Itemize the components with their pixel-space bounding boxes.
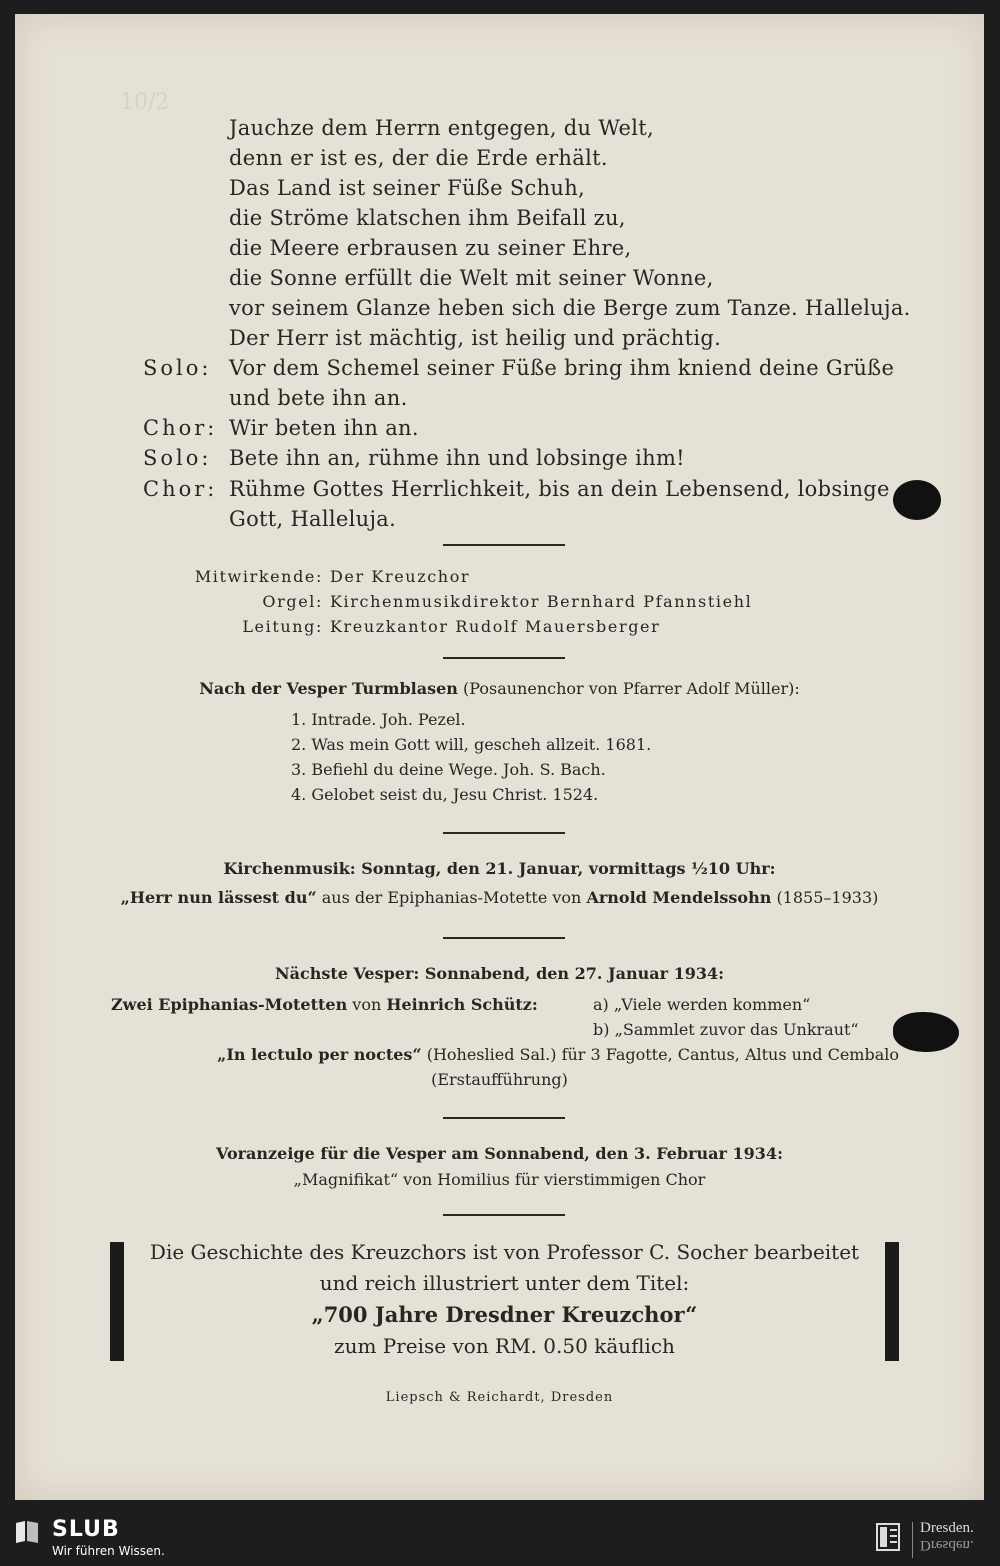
kirchenmusik-line2 bbox=[15, 888, 984, 907]
book-title: „700 Jahre Dresdner Kreuzchor“ bbox=[311, 1302, 698, 1327]
voranzeige-heading: Voranzeige für die Vesper am Sonnabend, den 3. Februar 1934: bbox=[216, 1144, 783, 1163]
kirchenmusik-line1: Kirchenmusik: Sonntag, den 21. Januar, vormittags ½10 Uhr: bbox=[223, 859, 776, 878]
lyric-line: die Sonne erfüllt die Welt mit seiner Wonne, bbox=[229, 266, 714, 290]
speaker-label-chor: Chor: bbox=[143, 477, 218, 501]
lyric-line: Jauchze dem Herrn entgegen, du Welt, bbox=[229, 116, 654, 140]
city-coat-of-arms-icon bbox=[875, 1522, 901, 1552]
motette-a: a) „Viele werden kommen“ bbox=[593, 995, 811, 1014]
motetten-line bbox=[111, 995, 538, 1014]
document-page bbox=[15, 14, 984, 1500]
lyric-line: Wir beten ihn an. bbox=[229, 416, 419, 440]
lyric-line: Rühme Gottes Herrlichkeit, bis an dein Lebensend, lobsinge bbox=[229, 477, 890, 501]
work-details: (Hoheslied Sal.) für 3 Fagotte, Cantus, Altus und Cembalo bbox=[426, 1045, 899, 1064]
library-footer bbox=[0, 1514, 1000, 1566]
divider bbox=[443, 1117, 565, 1119]
lyric-line: die Ströme klatschen ihm Beifall zu, bbox=[229, 206, 626, 230]
lyric-line: vor seinem Glanze heben sich die Berge zum Tanze. Halleluja. bbox=[229, 296, 911, 320]
slub-tagline: Wir führen Wissen. bbox=[52, 1544, 165, 1558]
turmblasen-heading bbox=[15, 679, 984, 698]
box-right-bar bbox=[885, 1242, 899, 1361]
credit-name: Kirchenmusikdirektor Bernhard Pfannstiehl bbox=[330, 592, 753, 611]
erstauffuehrung: (Erstaufführung) bbox=[431, 1070, 568, 1089]
credit-role: Leitung: bbox=[242, 617, 323, 636]
credit-role: Orgel: bbox=[262, 592, 323, 611]
credit-name: Der Kreuzchor bbox=[330, 567, 471, 586]
speaker-label-solo: Solo: bbox=[143, 446, 212, 470]
work-title: „Herr nun lässest du“ bbox=[120, 888, 317, 907]
footer-separator bbox=[912, 1522, 913, 1558]
divider bbox=[443, 544, 565, 546]
speaker-label-chor: Chor: bbox=[143, 416, 218, 440]
lyric-line: Der Herr ist mächtig, ist heilig und prächtig. bbox=[229, 326, 722, 350]
naechste-vesper-heading: Nächste Vesper: Sonnabend, den 27. Januar 1934: bbox=[274, 964, 725, 983]
motetten-von: von bbox=[352, 995, 382, 1014]
in-lectulo-line bbox=[111, 1045, 899, 1064]
divider bbox=[443, 1214, 565, 1216]
lyric-line: denn er ist es, der die Erde erhält. bbox=[229, 146, 608, 170]
list-item: 3. Befiehl du deine Wege. Joh. S. Bach. bbox=[291, 760, 606, 779]
motette-b: b) „Sammlet zuvor das Unkraut“ bbox=[593, 1020, 859, 1039]
ink-blot bbox=[893, 1012, 959, 1052]
lyric-line: Vor dem Schemel seiner Füße bring ihm kniend deine Grüße bbox=[229, 356, 895, 380]
lyric-line: Das Land ist seiner Füße Schuh, bbox=[229, 176, 586, 200]
lyric-line: und bete ihn an. bbox=[229, 386, 408, 410]
speaker-label-solo: Solo: bbox=[143, 356, 212, 380]
turmblasen-heading-rest: (Posaunenchor von Pfarrer Adolf Müller): bbox=[463, 679, 800, 698]
lyric-line: Gott, Halleluja. bbox=[229, 507, 397, 531]
book-line1: Die Geschichte des Kreuzchors ist von Professor C. Socher bearbeitet bbox=[149, 1240, 860, 1264]
book-line2: und reich illustriert unter dem Titel: bbox=[319, 1271, 690, 1295]
divider bbox=[443, 657, 565, 659]
archive-stamp: 10/2 bbox=[120, 90, 170, 115]
city-logo-mirror: Dresden. bbox=[920, 1537, 974, 1553]
list-item: 4. Gelobet seist du, Jesu Christ. 1524. bbox=[291, 785, 599, 804]
slub-logo[interactable]: SLUB bbox=[52, 1517, 120, 1542]
list-item: 2. Was mein Gott will, gescheh allzeit. 1681. bbox=[291, 735, 652, 754]
divider bbox=[443, 832, 565, 834]
voranzeige-work: „Magnifikat“ von Homilius für vierstimmigen Chor bbox=[293, 1170, 706, 1189]
ink-blot bbox=[893, 480, 941, 520]
lyric-line: die Meere erbrausen zu seiner Ehre, bbox=[229, 236, 632, 260]
lyric-line: Bete ihn an, rühme ihn und lobsinge ihm! bbox=[229, 446, 685, 470]
divider bbox=[443, 937, 565, 939]
composer-name: Arnold Mendelssohn bbox=[586, 888, 772, 907]
city-logo[interactable]: Dresden. bbox=[920, 1520, 974, 1536]
box-left-bar bbox=[110, 1242, 124, 1361]
composer-name: Heinrich Schütz: bbox=[386, 995, 538, 1014]
turmblasen-heading-bold: Nach der Vesper Turmblasen bbox=[199, 679, 458, 698]
list-item: 1. Intrade. Joh. Pezel. bbox=[291, 710, 466, 729]
book-price: zum Preise von RM. 0.50 käuflich bbox=[334, 1334, 675, 1358]
composer-years: (1855–1933) bbox=[776, 888, 879, 907]
printer-imprint: Liepsch & Reichardt, Dresden bbox=[385, 1390, 614, 1405]
credit-name: Kreuzkantor Rudolf Mauersberger bbox=[330, 617, 661, 636]
book-icon bbox=[14, 1519, 40, 1545]
work-title: „In lectulo per noctes“ bbox=[217, 1045, 422, 1064]
motetten-title: Zwei Epiphanias-Motetten bbox=[111, 995, 348, 1014]
credit-role: Mitwirkende: bbox=[194, 567, 323, 586]
work-source: aus der Epiphanias-Motette von bbox=[321, 888, 582, 907]
